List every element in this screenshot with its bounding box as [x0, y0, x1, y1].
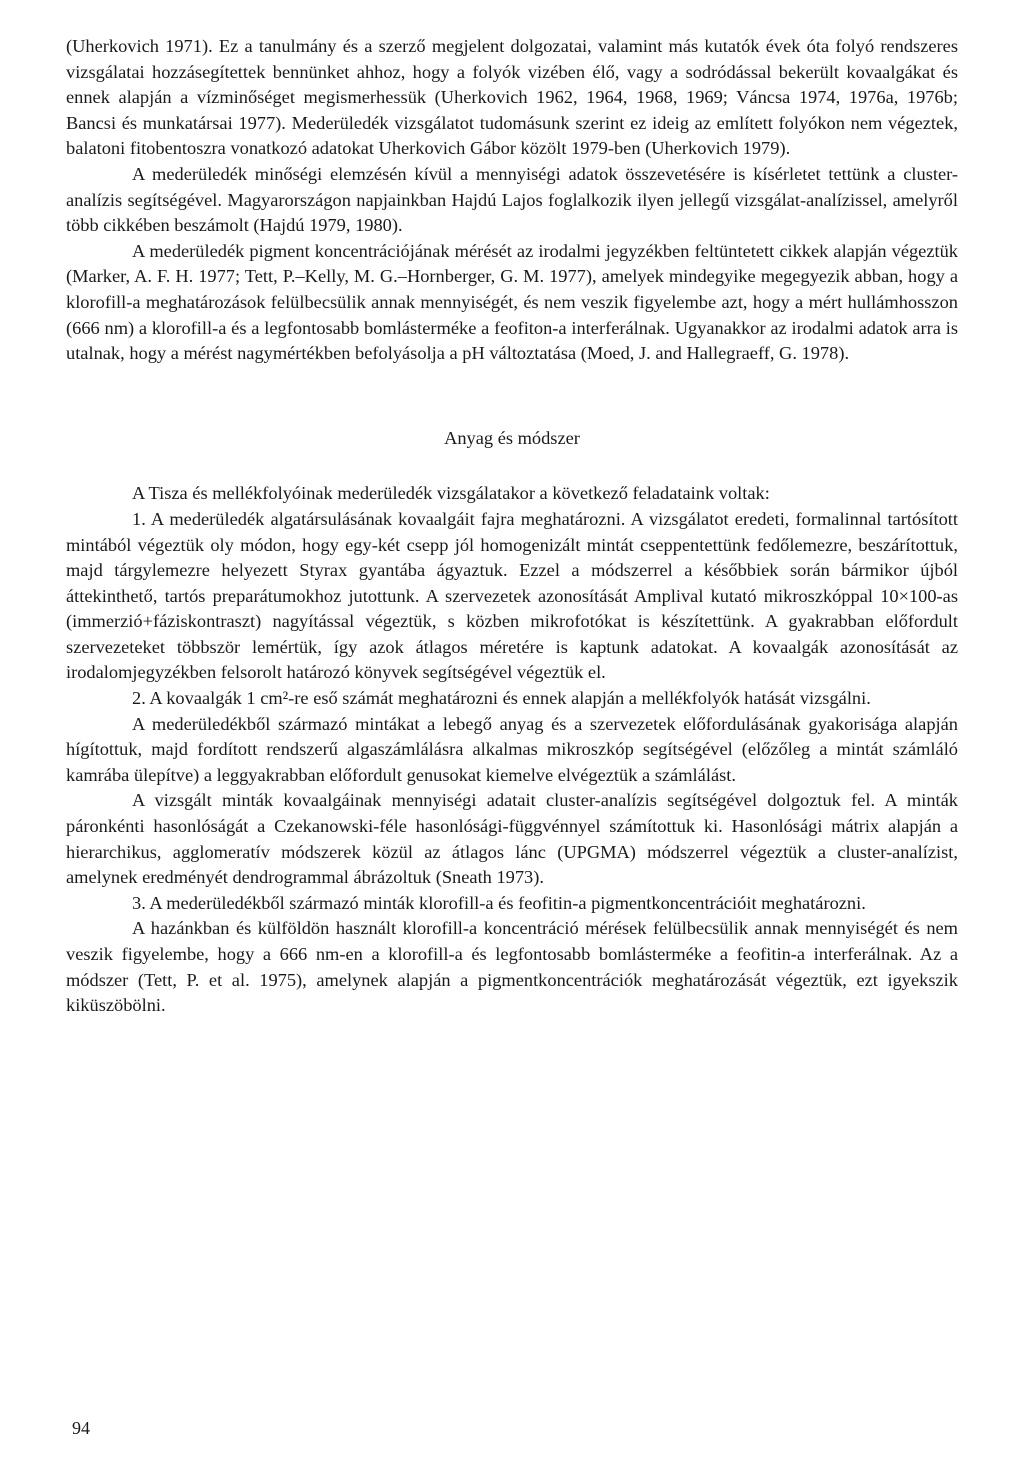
- methods-intro: A Tisza és mellékfolyóinak mederüledék vizsgálatakor a következő feladataink voltak:: [132, 483, 770, 504]
- task-1: 1. A mederüledék algatársulásának kovaalgáit fajra meghatározni. A vizsgálatot eredeti, formalinnal tartósított mintából végeztük oly módon, hogy egy-két csepp jól homogenizált mintát cseppentettünk fedőlemezre, beszárítottuk, majd tárgylemezre helyezett Styrax gyantába ágyaztuk. Ezzel a módszerrel a későbbiek során bármikor újból áttekinthető, tartós preparátumokhoz jutottunk. A szervezetek azonosítását Amplival kutató mikroszkóppal 10×100-as (immerzió+fáziskontraszt) nagyítással végeztük, s közben mikrofotókat is készítettünk. A gyakrabban előfordult szervezeteket többször lemértük, így azok átlagos méretére is kaptunk adatokat. A kovaalgák azonosítását az irodalomjegyzékben felsorolt határozó könyvek segítségével végeztük el.: [66, 508, 958, 683]
- paragraph-cluster-analysis: A mederüledék minőségi elemzésén kívül a mennyiségi adatok összevetésére is kísérletet tettünk a cluster-analízis segítségével. Magyarországon napjainkban Hajdú Lajos foglalkozik ilyen jellegű vizsgálat-analízissel, amelyről több cikkében beszámolt (Hajdú 1979, 1980).: [66, 163, 958, 236]
- paragraph-pigment: A mederüledék pigment koncentrációjának mérését az irodalmi jegyzékben feltüntetett cikkek alapján végeztük (Marker, A. F. H. 1977; Tett, P.–Kelly, M. G.–Hornberger, G. M. 1977), amelyek mindegyike megegyezik abban, hogy a klorofill-a meghatározások felülbecsülik annak mennyiségét, és nem veszik figyelembe azt, hogy a mért hullámhosszon (666 nm) a klorofill-a és a legfontosabb bomlásterméke a feofiton-a interferálnak. Ugyanakkor az irodalmi adatok arra is utalnak, hogy a mérést nagymértékben befolyásolja a pH változtatása (Moed, J. and Hallegraeff, G. 1978).: [66, 240, 958, 364]
- paragraph-final: A hazánkban és külföldön használt klorofill-a koncentráció mérések felülbecsülik annak mennyiségét és nem veszik figyelembe, hogy a 666 nm-en a klorofill-a és legfontosabb bomlásterméke a feofitin-a interferálnak. Az a módszer (Tett, P. et al. 1975), amelynek alapján a pigmentkoncentrációk meghatározását végeztük, ezt igyekszik kiküszöbölni.: [66, 918, 958, 1016]
- page-body: [66, 34, 958, 1019]
- task-2: 2. A kovaalgák 1 cm²-re eső számát meghatározni és ennek alapján a mellékfolyók hatását vizsgálni.: [132, 688, 871, 709]
- page-number: 94: [72, 1418, 90, 1438]
- section-heading: Anyag és módszer: [444, 427, 580, 448]
- task-3: 3. A mederüledékből származó minták klorofill-a és feofitin-a pigmentkoncentrációit meghatározni.: [132, 892, 866, 913]
- paragraph-samples: A mederüledékből származó mintákat a lebegő anyag és a szervezetek előfordulásának gyakorisága alapján hígítottuk, majd fordított rendszerű algaszámlálásra alkalmas mikroszkóp segítségével (előzőleg a mintát számláló kamrába ülepítve) a leggyakrabban előfordult genusokat kiemelve elvégeztük a számlálást.: [66, 713, 958, 785]
- intro-paragraph: (Uherkovich 1971). Ez a tanulmány és a szerző megjelent dolgozatai, valamint más kutatók évek óta folyó rendszeres vizsgálatai hozzásegítettek bennünket ahhoz, hogy a folyók vizében élő, vagy a sodródással bekerült kovaalgákat és ennek alapján a vízminőséget megismerhessük (Uherkovich 1962, 1964, 1968, 1969; Váncsa 1974, 1976a, 1976b; Bancsi és munkatársai 1977). Mederüledék vizsgálatot tudomásunk szerint ez ideig az említett folyókon nem végeztek, balatoni fitobentoszra vonatkozó adatokat Uherkovich Gábor közölt 1979-ben (Uherkovich 1979).: [66, 36, 958, 159]
- paragraph-cluster-method: A vizsgált minták kovaalgáinak mennyiségi adatait cluster-analízis segítségével dolgoztuk fel. A minták páronkénti hasonlóságát a Czekanowski-féle hasonlósági-függvénnyel számítottuk ki. Hasonlósági mátrix alapján a hierarchikus, agglomeratív módszerek közül az átlagos lánc (UPGMA) módszerrel végeztük a cluster-analízist, amelynek eredményét dendrogrammal ábrázoltuk (Sneath 1973).: [66, 790, 958, 888]
